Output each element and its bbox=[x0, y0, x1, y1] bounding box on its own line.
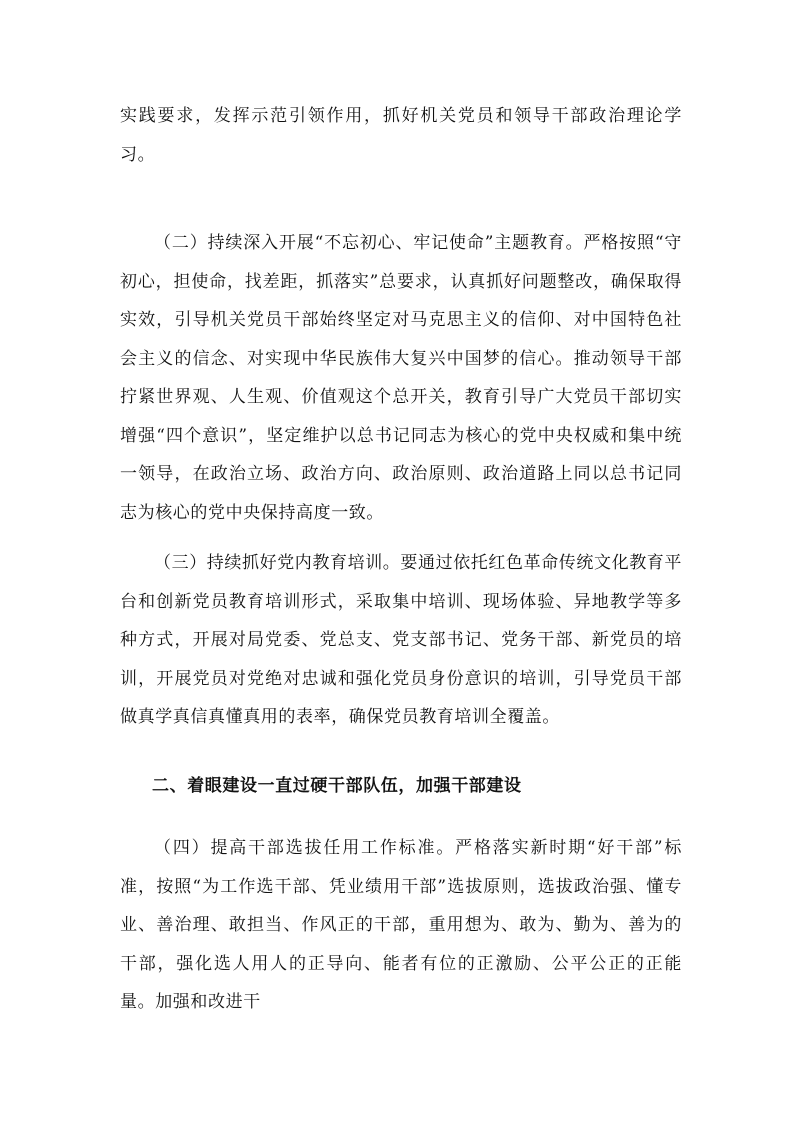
paragraph-cadre-selection: （四）提高干部选拔任用工作标准。严格落实新时期“好干部”标准，按照“为工作选干部、凭业绩用干部”选拔原则，选拔政治强、懂专业、善治理、敢担当、作风正的干部，重用想为、敢为、勤为、善为的干部，强化选人用人的正导向、能者有位的正激励、公平公正的正能量。加强和改进干 bbox=[120, 838, 682, 1012]
paragraph-party-training: （三）持续抓好党内教育培训。要通过依托红色革命传统文化教育平台和创新党员教育培训形式，采取集中培训、现场体验、异地教学等多种方式，开展对局党委、党总支、党支部书记、党务干部、新党员的培训，开展党员对党绝对忠诚和强化党员身份意识的培训，引导党员干部做真学真信真懂真用的表率，确保党员教育培训全覆盖。 bbox=[120, 553, 682, 727]
paragraph-continuation: 实践要求，发挥示范引领作用，抓好机关党员和领导干部政治理论学习。 bbox=[120, 106, 682, 165]
section-heading: 二、着眼建设一直过硬干部队伍，加强干部建设 bbox=[152, 776, 522, 796]
paragraph-theme-education: （二）持续深入开展“不忘初心、牢记使命”主题教育。严格按照“守初心，担使命，找差距，抓落实”总要求，认真抓好问题整改，确保取得实效，引导机关党员干部始终坚定对马克思主义的信仰、对中国特色社会主义的信念、对实现中华民族伟大复兴中国梦的信心。推动领导干部拧紧世界观、人生观、价值观这个总开关，教育引导广大党员干部切实增强“四个意识”，坚定维护以总书记同志为核心的党中央权威和集中统一领导，在政治立场、政治方向、政治原则、政治道路上同以总书记同志为核心的党中央保持高度一致。 bbox=[120, 233, 682, 523]
